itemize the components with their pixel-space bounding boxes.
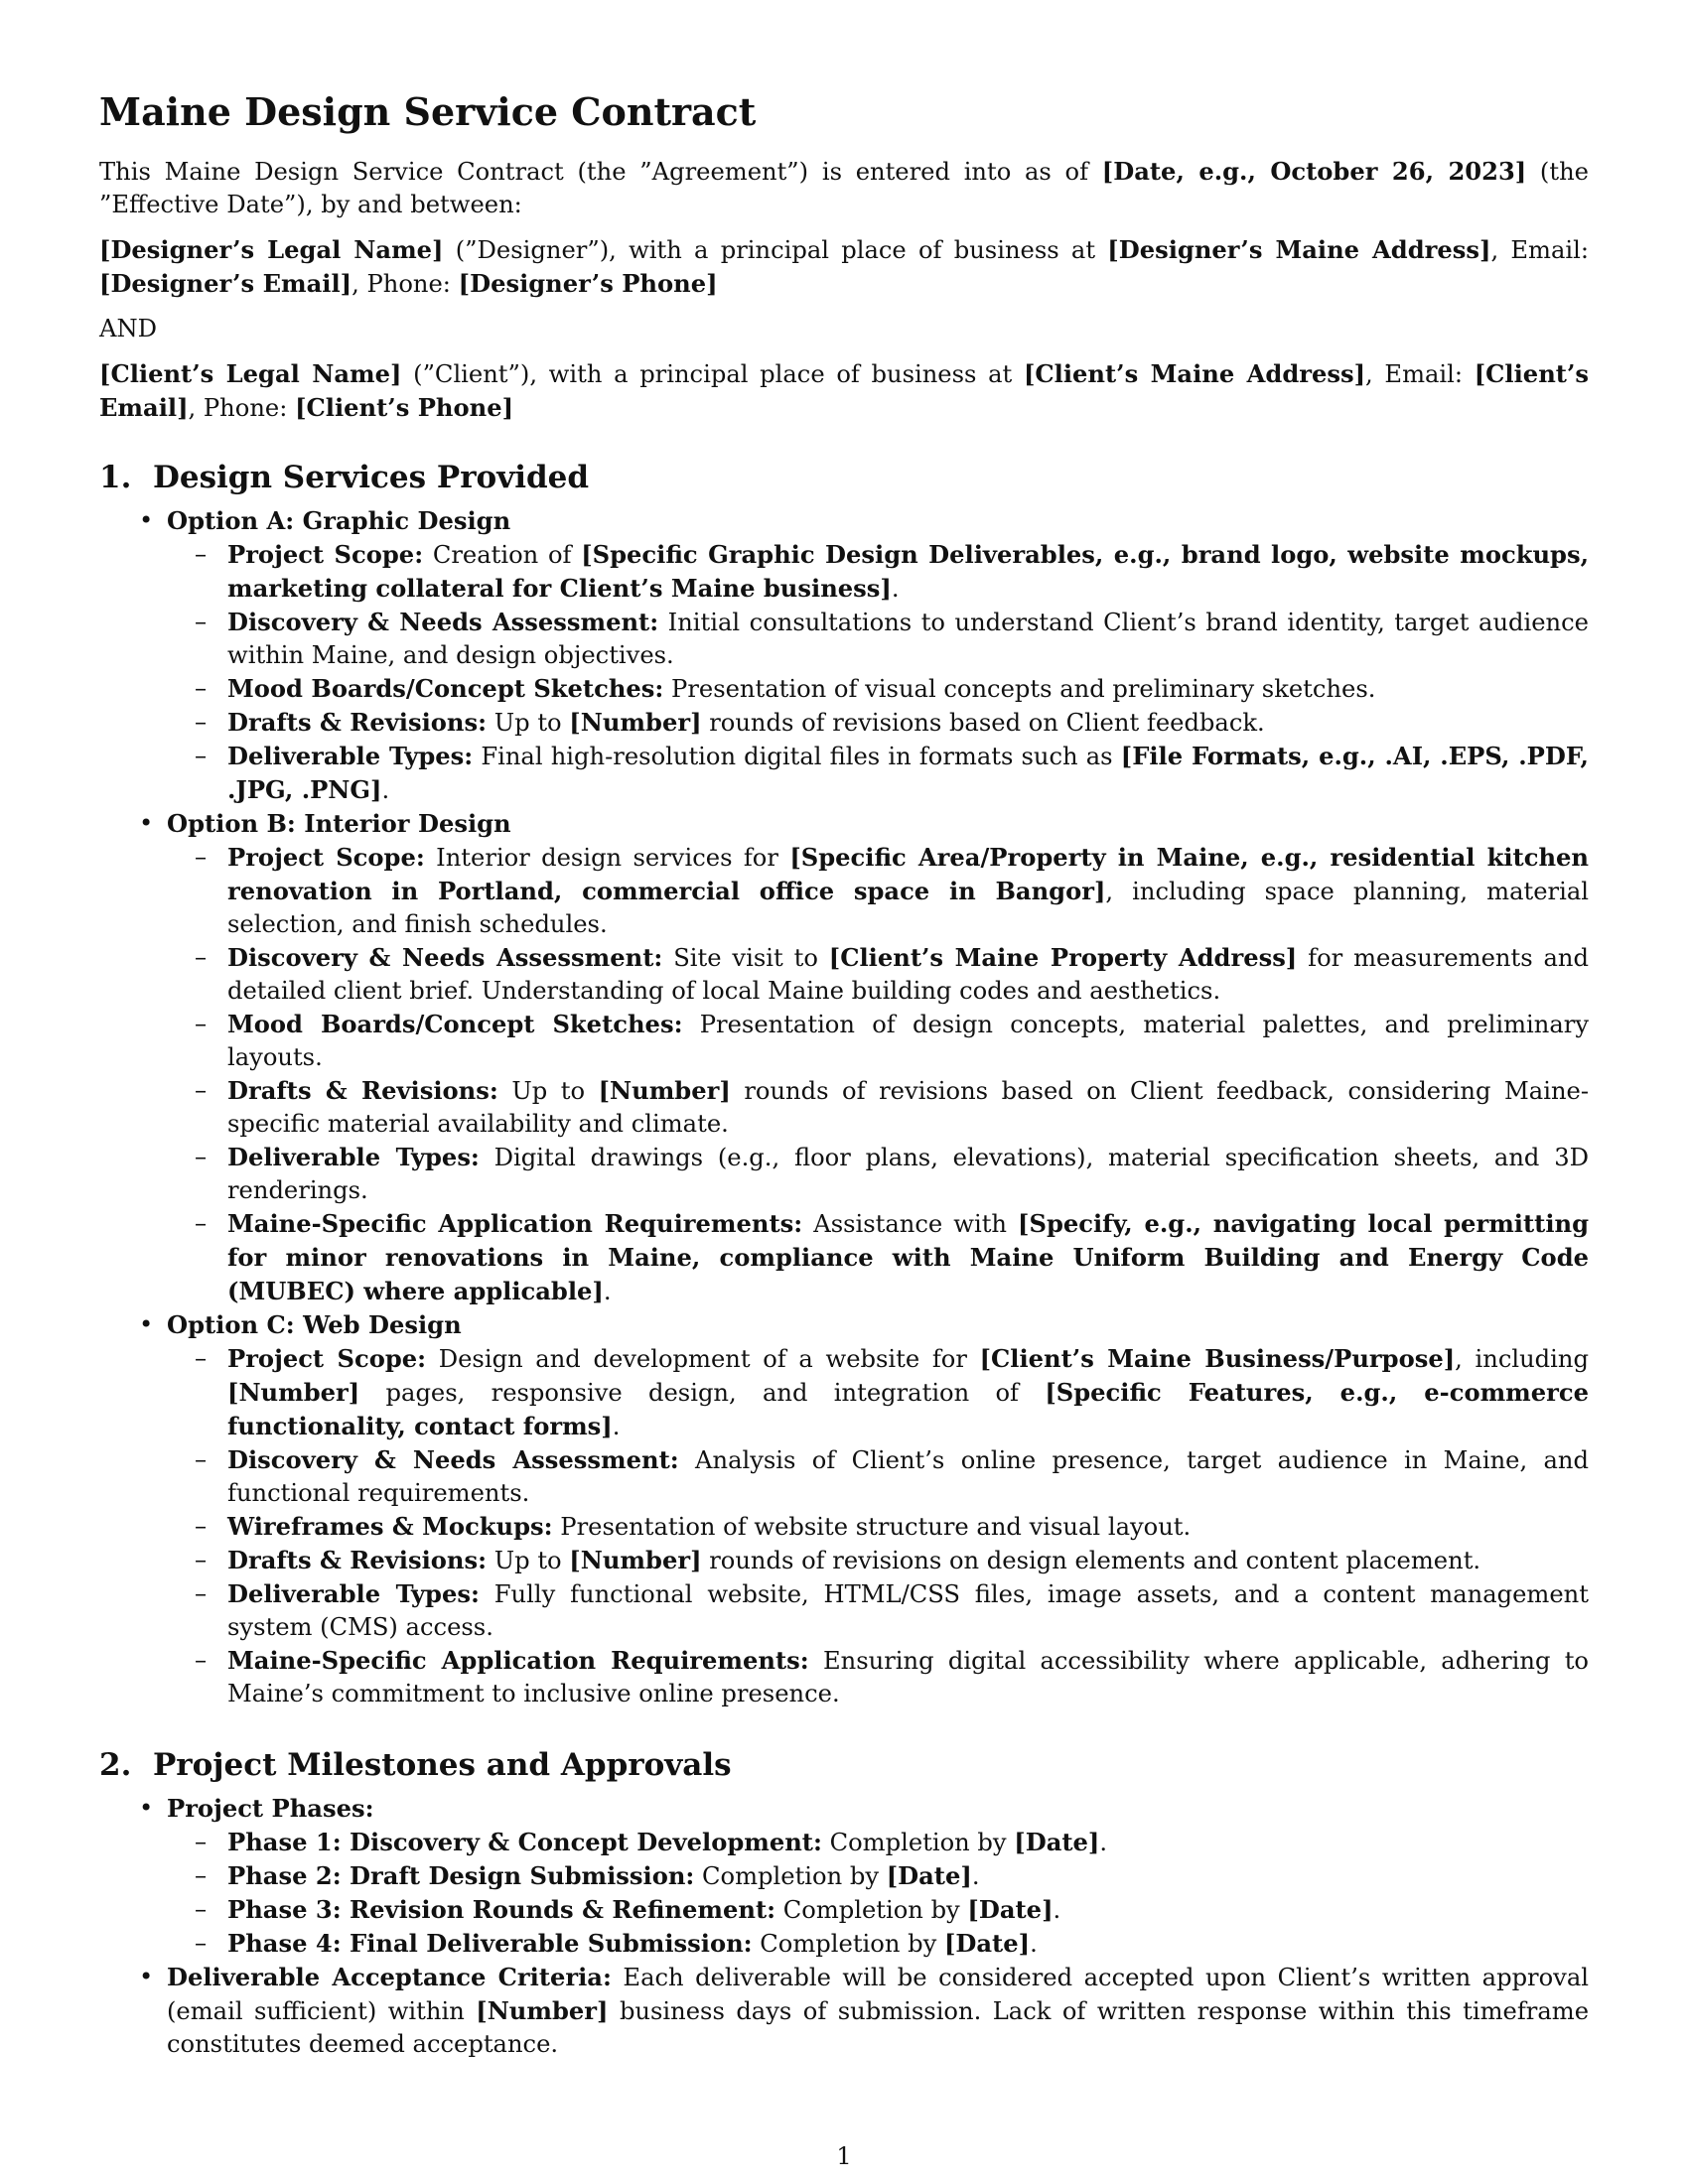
section-1-heading <box>99 457 1589 498</box>
document-page <box>99 0 1589 2061</box>
option-a-item <box>167 504 1589 807</box>
item-text: . <box>971 1862 980 1890</box>
item-text: Completion by <box>694 1862 887 1890</box>
item-label: Project Scope: <box>227 843 425 872</box>
project-phases-item <box>167 1792 1589 1961</box>
item-placeholder: [Date] <box>967 1895 1054 1924</box>
item-text: rounds of revisions based on Client feedback. <box>701 709 1265 737</box>
list-item <box>227 1510 1589 1544</box>
list-item <box>227 1826 1589 1859</box>
acceptance-criteria-item <box>167 1961 1589 2061</box>
item-text: Up to <box>497 1077 599 1105</box>
section-1-title: Design Services Provided <box>152 460 590 495</box>
list-item <box>227 1644 1589 1710</box>
list-item <box>227 1927 1589 1961</box>
item-text: Site visit to <box>662 944 829 972</box>
item-text: Interior design services for <box>424 844 790 872</box>
item-label: Project Scope: <box>227 1344 427 1373</box>
item-placeholder: [Date] <box>1014 1828 1100 1856</box>
designer-phone-placeholder: [Designer’s Phone] <box>458 269 718 298</box>
list-item <box>227 1207 1589 1308</box>
item-text: Ensuring digital accessibility where applicable, adhering to Maine’s commitment to inclusive online presence. <box>227 1647 1589 1707</box>
item-text: Up to <box>487 709 570 737</box>
item-placeholder: [Number] <box>569 708 702 737</box>
option-b-label: Option B: Interior Design <box>167 809 511 838</box>
item-text: Each deliverable will be considered accepted upon Client’s written approval (email sufficient) within <box>167 1964 1590 2025</box>
item-placeholder: [Client’s Maine Business/Purpose] <box>979 1344 1456 1373</box>
item-label: Project Scope: <box>227 540 424 569</box>
item-text: Fully functional website, HTML/CSS files, image assets, and a content management system (CMS) access. <box>227 1580 1589 1641</box>
item-label: Deliverable Types: <box>227 1579 480 1608</box>
project-phases-label: Project Phases: <box>167 1794 374 1823</box>
design-options-list <box>99 504 1589 1710</box>
list-item <box>227 706 1589 740</box>
list-item <box>227 1443 1589 1510</box>
item-text: . <box>1030 1930 1038 1958</box>
item-placeholder: [Specify, e.g., navigating local permitting for minor renovations in Maine, compliance with Maine Uniform Building and Energy Code (MUBEC) where applicable] <box>227 1209 1590 1305</box>
section-2-title: Project Milestones and Approvals <box>152 1747 732 1783</box>
item-placeholder: [Number] <box>227 1378 360 1407</box>
designer-text-1: (”Designer”), with a principal place of business at <box>443 236 1108 264</box>
item-text: . <box>1053 1896 1061 1924</box>
item-label: Discovery & Needs Assessment: <box>227 1445 679 1474</box>
list-item <box>227 1141 1589 1207</box>
phase-label: Phase 2: Draft Design Submission: <box>227 1861 695 1890</box>
item-text: rounds of revisions based on Client feedback, considering Maine-specific material availability and climate. <box>227 1077 1590 1138</box>
item-placeholder: [Date] <box>886 1861 972 1890</box>
item-placeholder: [Specific Area/Property in Maine, e.g., residential kitchen renovation in Portland, commercial office space in Bangor] <box>227 843 1590 905</box>
item-text: . <box>1099 1829 1108 1856</box>
milestones-list <box>99 1792 1589 2061</box>
item-text: Analysis of Client’s online presence, target audience in Maine, and functional requirements. <box>227 1446 1589 1507</box>
item-text: for measurements and detailed client brief. Understanding of local Maine building codes and aesthetics. <box>227 944 1589 1005</box>
item-text: rounds of revisions on design elements and content placement. <box>701 1547 1481 1574</box>
item-label: Wireframes & Mockups: <box>227 1512 553 1541</box>
item-label: Mood Boards/Concept Sketches: <box>227 674 664 703</box>
option-b-item <box>167 807 1589 1308</box>
item-text: Up to <box>487 1547 570 1574</box>
phase-label: Phase 1: Discovery & Concept Development: <box>227 1828 822 1856</box>
option-a-details <box>167 538 1589 807</box>
list-item <box>227 538 1589 606</box>
item-text: Digital drawings (e.g., floor plans, elevations), material specification sheets, and 3D renderings. <box>227 1144 1589 1204</box>
list-item <box>227 1577 1589 1644</box>
item-placeholder: [Specific Graphic Design Deliverables, e.g., brand logo, website mockups, marketing collateral for Client’s Maine business] <box>227 540 1589 603</box>
effective-date-placeholder: [Date, e.g., October 26, 2023] <box>1101 157 1527 186</box>
item-text: , including <box>1455 1345 1589 1373</box>
item-placeholder: [Specific Features, e.g., e-commerce functionality, contact forms] <box>227 1378 1590 1440</box>
list-item <box>227 1859 1589 1893</box>
phases-list <box>167 1826 1589 1961</box>
item-text: Completion by <box>752 1930 944 1958</box>
item-text: Initial consultations to understand Client’s brand identity, target audience within Maine, and design objectives. <box>227 609 1589 669</box>
option-b-details <box>167 841 1589 1308</box>
phase-label: Phase 4: Final Deliverable Submission: <box>227 1929 753 1958</box>
section-2-heading <box>99 1744 1589 1786</box>
item-text: Presentation of website structure and visual layout. <box>552 1513 1192 1541</box>
item-text: . <box>381 776 390 804</box>
client-party-paragraph <box>99 357 1589 425</box>
item-label: Drafts & Revisions: <box>227 1076 498 1105</box>
phase-label: Phase 3: Revision Rounds & Refinement: <box>227 1895 776 1924</box>
item-text: pages, responsive design, and integration of <box>359 1379 1046 1407</box>
item-label: Discovery & Needs Assessment: <box>227 943 663 972</box>
intro-paragraph <box>99 155 1589 221</box>
list-item <box>227 1544 1589 1577</box>
client-name-placeholder: [Client’s Legal Name] <box>99 359 402 388</box>
client-phone-placeholder: [Client’s Phone] <box>295 393 514 422</box>
item-label: Maine-Specific Application Requirements: <box>227 1646 809 1675</box>
designer-email-placeholder: [Designer’s Email] <box>99 269 352 298</box>
page-number: 1 <box>836 2142 852 2170</box>
designer-party-paragraph <box>99 233 1589 301</box>
list-item <box>227 1893 1589 1927</box>
list-item <box>227 740 1589 807</box>
item-text: business days of submission. Lack of written response within this timeframe constitutes deemed acceptance. <box>167 1997 1590 2058</box>
item-text: Completion by <box>821 1829 1015 1856</box>
item-label: Mood Boards/Concept Sketches: <box>227 1010 683 1038</box>
acceptance-label: Deliverable Acceptance Criteria: <box>167 1963 612 1991</box>
item-label: Deliverable Types: <box>227 1143 480 1171</box>
intro-text-2: (the ”Effective Date”), by and between: <box>99 158 1589 218</box>
designer-name-placeholder: [Designer’s Legal Name] <box>99 235 444 264</box>
item-text: Completion by <box>775 1896 968 1924</box>
item-placeholder: [Number] <box>476 1996 609 2025</box>
item-placeholder: [File Formats, e.g., .AI, .EPS, .PDF, .JPG, .PNG] <box>227 742 1589 804</box>
item-text: Final high-resolution digital files in formats such as <box>473 743 1121 770</box>
item-label: Drafts & Revisions: <box>227 708 488 737</box>
designer-text-2: , Email: <box>1490 236 1590 264</box>
list-item <box>227 1342 1589 1443</box>
item-placeholder: [Number] <box>569 1546 702 1574</box>
intro-text-1: This Maine Design Service Contract (the ”Agreement”) is entered into as of <box>99 158 1102 186</box>
list-item <box>227 606 1589 672</box>
document-title: Maine Design Service Contract <box>99 89 757 134</box>
list-item <box>227 672 1589 706</box>
option-c-item <box>167 1308 1589 1710</box>
item-label: Maine-Specific Application Requirements: <box>227 1209 803 1238</box>
list-item <box>227 941 1589 1008</box>
item-text: . <box>891 575 900 603</box>
item-text: Assistance with <box>802 1210 1019 1238</box>
item-text: Creation of <box>423 541 582 569</box>
item-text: . <box>612 1413 621 1440</box>
item-text: . <box>603 1278 612 1305</box>
item-text: Presentation of visual concepts and preliminary sketches. <box>663 675 1376 703</box>
section-1-number: 1. <box>99 460 132 495</box>
and-separator: AND <box>99 315 158 342</box>
option-c-details <box>167 1342 1589 1710</box>
option-a-label: Option A: Graphic Design <box>167 506 511 535</box>
client-email-placeholder: [Client’s Email] <box>99 359 1589 422</box>
item-placeholder: [Number] <box>598 1076 731 1105</box>
list-item <box>227 1008 1589 1074</box>
item-text: Presentation of design concepts, material palettes, and preliminary layouts. <box>227 1011 1589 1071</box>
client-text-1: (”Client”), with a principal place of business at <box>401 360 1024 388</box>
client-text-3: , Phone: <box>188 394 296 422</box>
item-text: , including space planning, material selection, and finish schedules. <box>227 878 1589 938</box>
section-2-number: 2. <box>99 1747 132 1783</box>
client-address-placeholder: [Client’s Maine Address] <box>1023 359 1366 388</box>
item-text: Design and development of a website for <box>426 1345 980 1373</box>
option-c-label: Option C: Web Design <box>167 1310 462 1339</box>
item-placeholder: [Client’s Maine Property Address] <box>828 943 1298 972</box>
list-item <box>227 1074 1589 1141</box>
designer-address-placeholder: [Designer’s Maine Address] <box>1107 235 1491 264</box>
client-text-2: , Email: <box>1365 360 1475 388</box>
item-label: Deliverable Types: <box>227 742 474 770</box>
designer-text-3: , Phone: <box>352 270 459 298</box>
item-placeholder: [Date] <box>943 1929 1031 1958</box>
item-label: Discovery & Needs Assessment: <box>227 608 659 636</box>
item-label: Drafts & Revisions: <box>227 1546 488 1574</box>
list-item <box>227 841 1589 941</box>
